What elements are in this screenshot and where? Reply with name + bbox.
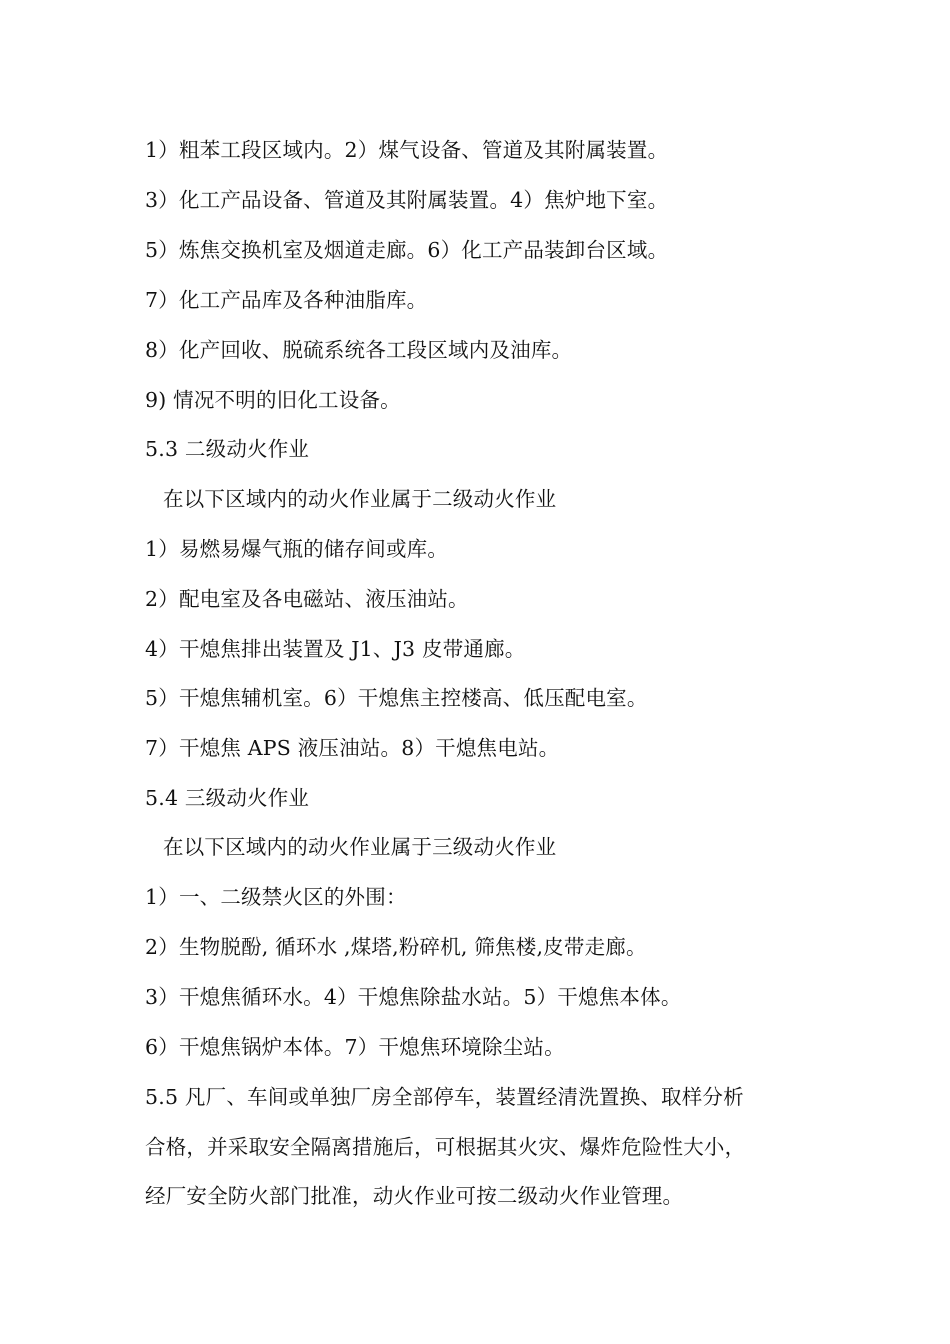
list-item: 1）一、二级禁火区的外围： bbox=[145, 885, 407, 909]
list-item: 5）干熄焦辅机室。6）干熄焦主控楼高、低压配电室。 bbox=[145, 686, 648, 710]
list-item: 2）配电室及各电磁站、液压油站。 bbox=[145, 587, 469, 611]
paragraph: 5.5 凡厂、车间或单独厂房全部停车，装置经清洗置换、取样分析 bbox=[145, 1085, 744, 1109]
list-item: 3）干熄焦循环水。4）干熄焦除盐水站。5）干熄焦本体。 bbox=[145, 985, 682, 1009]
paragraph: 合格，并采取安全隔离措施后，可根据其火灾、爆炸危险性大小， bbox=[145, 1135, 746, 1159]
section-heading: 5.4 三级动火作业 bbox=[145, 786, 310, 810]
list-item: 1）粗苯工段区域内。2）煤气设备、管道及其附属装置。 bbox=[145, 138, 669, 162]
paragraph: 在以下区域内的动火作业属于三级动火作业 bbox=[163, 835, 557, 859]
list-item: 7）干熄焦 APS 液压油站。8）干熄焦电站。 bbox=[145, 736, 560, 760]
list-item: 5）炼焦交换机室及烟道走廊。6）化工产品装卸台区域。 bbox=[145, 238, 669, 262]
paragraph: 经厂安全防火部门批准，动火作业可按二级动火作业管理。 bbox=[145, 1184, 684, 1208]
list-item: 6）干熄焦锅炉本体。7）干熄焦环境除尘站。 bbox=[145, 1035, 565, 1059]
list-item: 9) 情况不明的旧化工设备。 bbox=[145, 388, 401, 412]
paragraph: 在以下区域内的动火作业属于二级动火作业 bbox=[163, 487, 557, 511]
list-item: 7）化工产品库及各种油脂库。 bbox=[145, 288, 428, 312]
list-item: 3）化工产品设备、管道及其附属装置。4）焦炉地下室。 bbox=[145, 188, 669, 212]
list-item: 4）干熄焦排出装置及 J1、J3 皮带通廊。 bbox=[145, 637, 526, 661]
list-item: 2）生物脱酚, 循环水 ,煤塔,粉碎机, 筛焦楼,皮带走廊。 bbox=[145, 935, 647, 959]
list-item: 8）化产回收、脱硫系统各工段区域内及油库。 bbox=[145, 338, 573, 362]
list-item: 1）易燃易爆气瓶的储存间或库。 bbox=[145, 537, 449, 561]
section-heading: 5.3 二级动火作业 bbox=[145, 437, 310, 461]
